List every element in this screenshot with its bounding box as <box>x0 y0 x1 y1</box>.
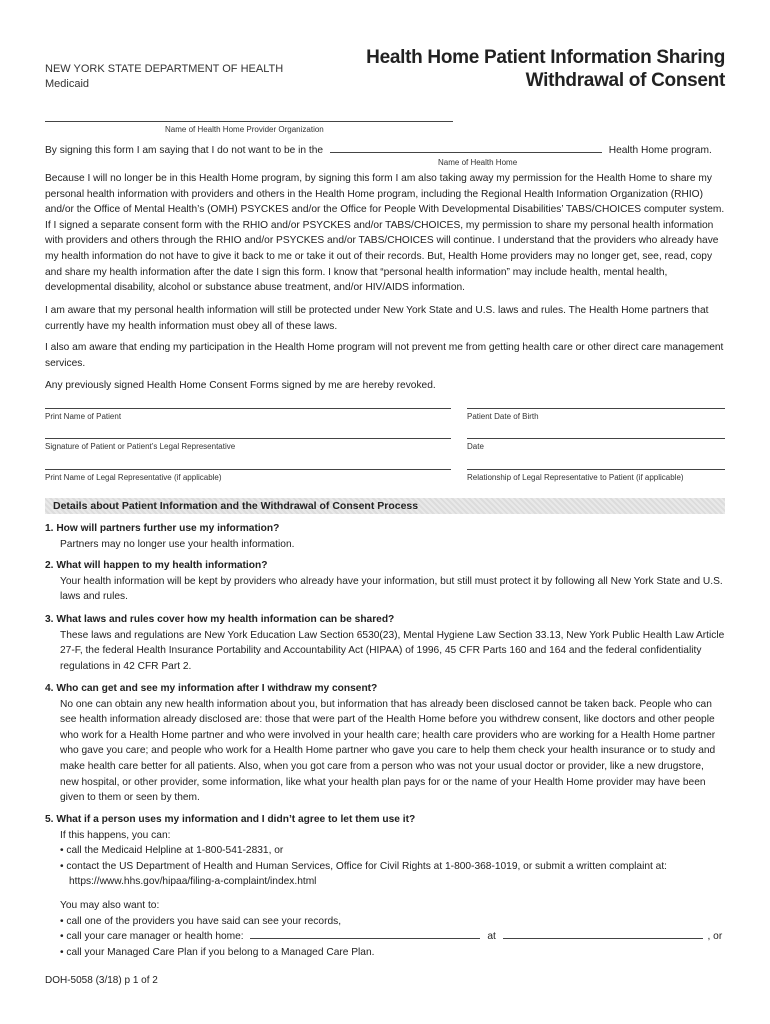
question-2-answer: Your health information will be kept by providers who already have your information, but still must protect it by following all New York State and U.S. laws and rules. <box>60 575 723 603</box>
relationship-field[interactable] <box>467 469 725 470</box>
provider-org-caption: Name of Health Home Provider Organization <box>165 125 324 134</box>
statement-prefix: By signing this form I am saying that I do not want to be in the <box>45 145 324 156</box>
paragraph-3: I also am aware that ending my participation in the Health Home program will not prevent me from getting health care or other direct care management services. <box>45 342 724 369</box>
question-5-answer: If this happens, you can: <box>60 829 171 841</box>
care-manager-phone-field[interactable] <box>503 929 703 939</box>
statement-suffix: Health Home program. <box>608 145 712 156</box>
care-manager-label: • call your care manager or health home: <box>60 931 244 943</box>
paragraph-4: Any previously signed Health Home Consent Forms signed by me are hereby revoked. <box>45 380 436 391</box>
care-manager-field[interactable] <box>250 929 480 939</box>
paragraph-1: Because I will no longer be in this Health Home program, by signing this form I am also taking away my permission for the Health Home to share my personal health information with providers and others in the Health Home program, including the Regional Health Information Organization (RHIO) and/or the Office of Mental Health’s (OMH) PSYCKES and/or the Office for People With Developmental Disabilities’ TABS/CHOICES computer system. If I signed a separate consent form with the RHIO and/or PSYCKES and/or TABS/CHOICES, my permission to share my personal health information with providers and others through the RHIO and/or PSYCKES and/or TABS/CHOICES will continue. I understand that the providers who already have my health information do not have to give it back to me or take it out of their records. But, Health Home providers may no longer get, see, read, copy and share my health information after the date I sign this form. I know that “personal health information” may include health, mental health, developmental disability, alcohol or substance abuse treatment, and/or HIV/AIDS information. <box>45 173 725 294</box>
care-manager-at: at <box>487 931 496 943</box>
patient-name-field[interactable] <box>45 408 451 409</box>
bullet-care-manager <box>45 929 725 945</box>
patient-name-caption: Print Name of Patient <box>45 412 122 421</box>
hhs-complaint-url[interactable]: https://www.hhs.gov/hipaa/filing-a-complaint/index.html <box>69 876 317 888</box>
title-line-1: Health Home Patient Information Sharing <box>366 47 725 68</box>
bullet-medicaid-helpline: • call the Medicaid Helpline at 1-800-541-2831, or <box>60 845 284 857</box>
title-line-2: Withdrawal of Consent <box>525 70 725 91</box>
statement-line <box>45 143 725 156</box>
date-caption: Date <box>467 442 484 451</box>
section-header <box>45 498 725 514</box>
relationship-caption: Relationship of Legal Representative to Patient (if applicable) <box>467 473 684 482</box>
question-2-heading: 2. What will happen to my health information? <box>45 560 268 571</box>
section-title: Details about Patient Information and the Withdrawal of Consent Process <box>53 500 419 512</box>
care-manager-or: , or <box>707 931 723 943</box>
bullet-managed-care: • call your Managed Care Plan if you belong to a Managed Care Plan. <box>60 946 375 958</box>
signature-field[interactable] <box>45 438 451 439</box>
question-1-answer: Partners may no longer use your health information. <box>60 538 295 550</box>
question-3-answer: These laws and regulations are New York Education Law Section 6530(23), Mental Hygiene Law Section 33.13, New York Public Health Law Article 27-F, the federal Health Insurance Portability and Accountability Act (HIPAA) of 1996, 45 CFR Parts 160 and 164 and the federal confidentiality regulations in 42 CFR Part 2. <box>60 629 725 672</box>
also-intro: You may also want to: <box>60 899 160 911</box>
question-4-heading: 4. Who can get and see my information after I withdraw my consent? <box>45 683 378 694</box>
dob-field[interactable] <box>467 408 725 409</box>
question-5 <box>45 812 725 960</box>
program-name: Medicaid <box>45 78 90 90</box>
health-home-caption: Name of Health Home <box>438 158 518 167</box>
bullet-call-providers: • call one of the providers you have said can see your records, <box>60 915 342 927</box>
question-3 <box>45 612 725 674</box>
form-footer: DOH-5058 (3/18) p 1 of 2 <box>45 975 158 986</box>
rep-name-field[interactable] <box>45 469 451 470</box>
question-2 <box>45 558 725 605</box>
question-4 <box>45 681 725 806</box>
provider-org-field[interactable] <box>45 121 453 122</box>
question-1 <box>45 521 725 552</box>
bullet-ocr-contact: • contact the US Department of Health and Human Services, Office for Civil Rights at 1-800-368-1019, or submit a written complaint at: <box>60 860 667 872</box>
agency-block <box>45 62 283 92</box>
question-5-heading: 5. What if a person uses my information and I didn’t agree to let them use it? <box>45 814 416 825</box>
date-field[interactable] <box>467 438 725 439</box>
health-home-name-field[interactable] <box>330 143 602 153</box>
form-title <box>366 46 725 92</box>
question-4-answer: No one can obtain any new health information about you, but information that has already been disclosed cannot be taken back. People who can see health information already disclosed are: those that were part of the Health Home before you withdrew consent, like doctors and other people who work for a Health Home partner and who were involved in your health care; health care providers who are working for a Health Home partner who gave you care; and people who work for a Health Home partner who gave you care to help them check your health insurance or to study and make health care better for all patients. Also, when you got care from a person who was not your usual doctor or provider, like a new drugstore, new hospital, or other provider, some information, like what your health plan pays for or the name of your Health Home provider may have been given to them or seen by them. <box>60 698 716 804</box>
question-3-heading: 3. What laws and rules cover how my health information can be shared? <box>45 614 395 625</box>
question-1-heading: 1. How will partners further use my information? <box>45 523 280 534</box>
signature-caption: Signature of Patient or Patient’s Legal Representative <box>45 442 236 451</box>
paragraph-2: I am aware that my personal health information will still be protected under New York State and U.S. laws and rules. The Health Home partners that currently have my health information must obey all of these laws. <box>45 305 709 332</box>
rep-name-caption: Print Name of Legal Representative (if applicable) <box>45 473 222 482</box>
dob-caption: Patient Date of Birth <box>467 412 539 421</box>
agency-name: NEW YORK STATE DEPARTMENT OF HEALTH <box>45 63 284 75</box>
